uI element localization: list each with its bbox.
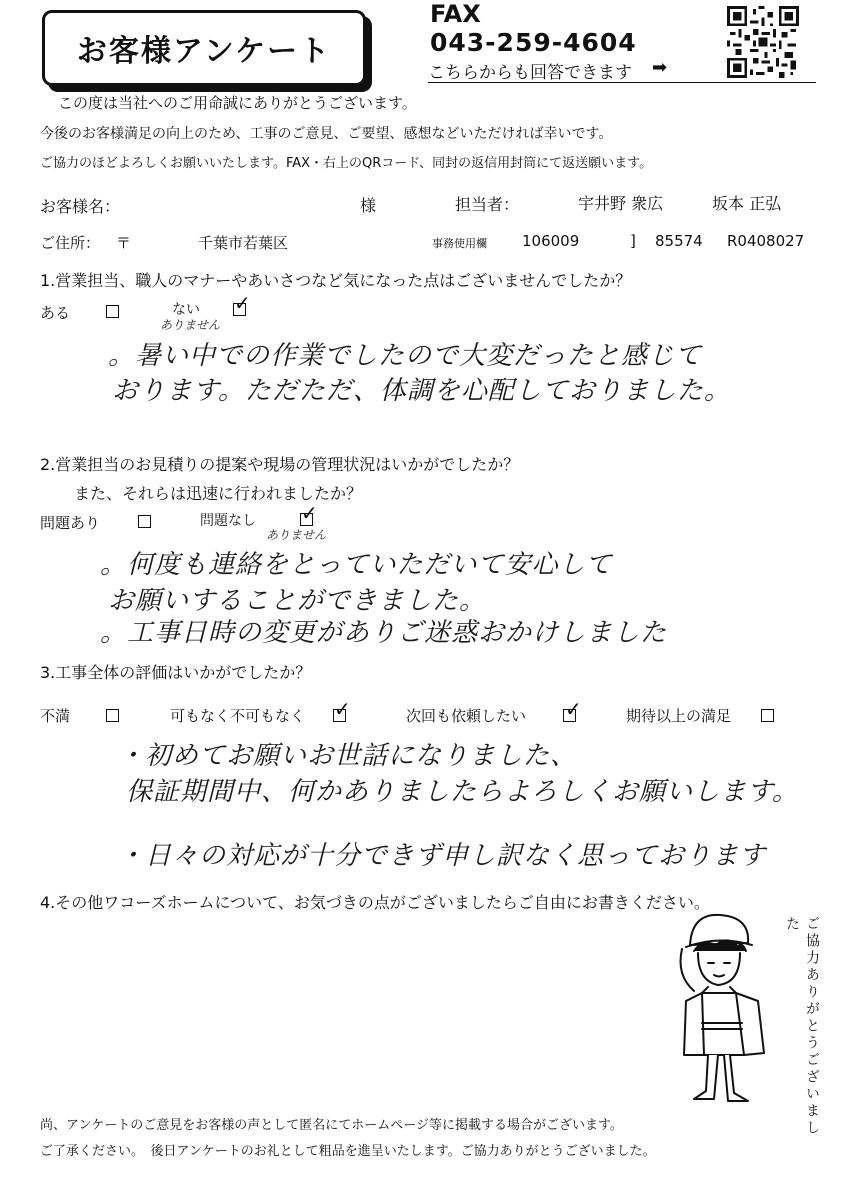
fax-label: FAX <box>430 0 481 28</box>
check-mark-icon: ✓ <box>334 697 351 721</box>
q3-answer-line-3: ・日々の対応が十分できず申し訳なく思っております <box>118 841 767 871</box>
q1-yes-checkbox[interactable] <box>106 305 119 318</box>
customer-name-label: お客様名： <box>40 197 121 216</box>
address-label: ご住所： <box>40 234 101 252</box>
q4-question: 4.その他ワコーズホームについて、お気づきの点がございましたらご自由にお書きください。 <box>40 893 710 912</box>
qr-code-icon[interactable] <box>726 6 800 78</box>
q2-question-line-2: また、それらは迅速に行われましたか？ <box>74 484 363 503</box>
q2-question: 2.営業担当のお見積りの提案や現場の管理状況はいかがでしたか？ <box>40 455 520 474</box>
intro-line-1: この度は当社へのご用命誠にありがとうございます。 <box>58 94 417 112</box>
honorific: 様 <box>360 196 377 215</box>
footer-line-2: ご了承ください。 後日アンケートのお礼として粗品を進呈いたします。ご協力ありがとうございました。 <box>40 1144 656 1159</box>
q3-exceeded-checkbox[interactable] <box>761 709 774 722</box>
q3-answer-line-2: 保証期間中、何かありましたらよろしくお願いします。 <box>126 777 799 807</box>
thanks-vertical: ご協力ありがとうございました <box>784 916 820 1137</box>
office-code-3: R0408027 <box>727 232 805 250</box>
q2-issue-checkbox[interactable] <box>138 515 151 528</box>
q1-answer-line-1: 。暑い中での作業でしたので大変だったと感じて <box>108 341 703 371</box>
office-code-1: 106009 <box>522 232 580 250</box>
q3-dissatisfied-checkbox[interactable] <box>106 709 119 722</box>
staff-name-1: 宇井野 衆広 <box>578 194 664 213</box>
fax-number: 043-259-4604 <box>430 28 637 57</box>
office-use-label: 事務使用欄 <box>432 237 487 250</box>
footer-line-1: 尚、アンケートのご意見をお客様の声として匿名にてホームページ等に掲載する場合がございます。 <box>40 1118 623 1133</box>
q3-option-dissatisfied: 不満 <box>40 707 71 725</box>
q1-option-no-label: ない <box>172 302 200 318</box>
q3-answer-line-1: ・初めてお願いお世話になりました、 <box>118 741 578 771</box>
q3-option-again: 次回も依頼したい <box>406 707 527 725</box>
q1-question: 1.営業担当、職人のマナーやあいさつなど気になった点はございませんでしたか？ <box>40 271 632 290</box>
office-code-2: 85574 <box>655 232 703 250</box>
qr-note: こちらからも回答できます <box>428 63 632 83</box>
q3-question: 3.工事全体の評価はいかがでしたか？ <box>40 663 312 682</box>
mascot-illustration <box>672 905 782 1110</box>
header-rule <box>428 82 816 83</box>
staff-label: 担当者： <box>455 195 520 214</box>
survey-title: お客様アンケート <box>76 34 332 69</box>
q2-answer-line-2: お願いすることができました。 <box>108 586 487 616</box>
q2-option-issue-label: 問題あり <box>40 514 101 532</box>
check-mark-icon: ✓ <box>301 501 318 525</box>
q1-note-no: ありません <box>160 318 221 332</box>
intro-line-3: ご協力のほどよろしくお願いいたします。FAX・右上のQRコード、同封の返信用封筒にて返送願います。 <box>40 156 653 171</box>
intro-line-2: 今後のお客様満足の向上のため、工事のご意見、ご要望、感想などいただければ幸いです。 <box>40 126 613 142</box>
q2-option-none-label: 問題なし <box>200 513 256 529</box>
postal-mark: 〒 <box>116 234 132 252</box>
q1-answer-line-2: おります。ただただ、体調を心配しておりました。 <box>112 376 731 406</box>
q1-option-yes-label: ある <box>40 304 71 322</box>
q2-answer-line-1: 。何度も連絡をとっていただいて安心して <box>100 550 613 580</box>
q3-option-neutral: 可もなく不可もなく <box>170 707 306 725</box>
q3-option-exceeded: 期待以上の満足 <box>626 707 732 725</box>
check-mark-icon: ✓ <box>565 697 582 721</box>
survey-title-box <box>42 10 366 86</box>
arrow-right-icon: ➡ <box>652 57 668 78</box>
office-bracket: ] <box>630 232 636 250</box>
address-value: 千葉市若葉区 <box>198 234 289 252</box>
staff-name-2: 坂本 正弘 <box>712 194 782 213</box>
check-mark-icon: ✓ <box>234 291 251 315</box>
q2-answer-line-3: 。工事日時の変更がありご迷惑おかけしました <box>100 618 668 648</box>
q2-note-none: ありません <box>266 528 327 542</box>
